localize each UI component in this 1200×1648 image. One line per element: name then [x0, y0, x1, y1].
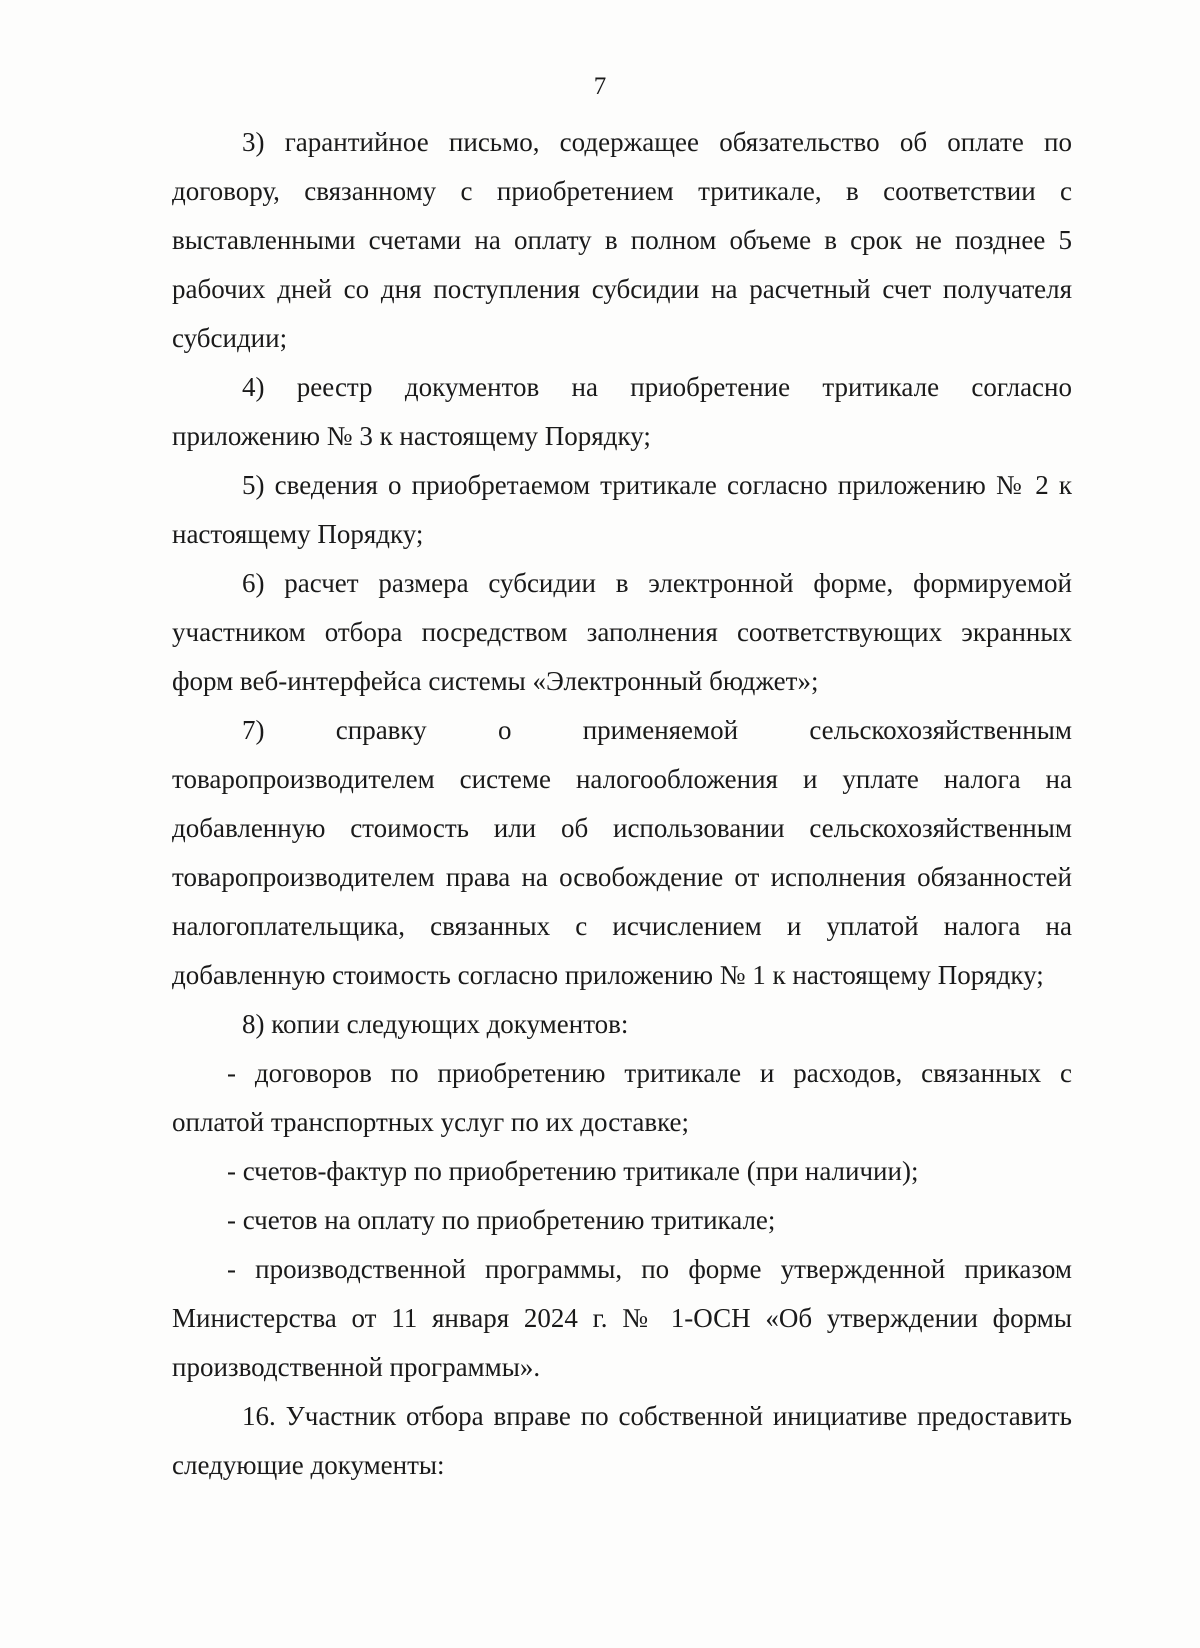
- page-number: 7: [593, 73, 607, 100]
- clause-16-optional-documents: 16. Участник отбора вправе по собственной инициативе предоставить следующие документы:: [172, 1401, 1072, 1480]
- item-7-tax-certificate: 7) справку о применяемой сельскохозяйственным товаропроизводителем системе налогообложения и уплате налога на добавленную стоимость или об использовании сельскохозяйственным товаропроизводителем права на освобождение от исполнения обязанностей налогоплательщика, связанных с исчислением и уплатой налога на добавленную стоимость согласно приложению № 1 к настоящему Порядку;: [172, 715, 1072, 990]
- list-item-payment-bills: - счетов на оплату по приобретению тритикале;: [227, 1205, 776, 1235]
- item-5-triticale-info: 5) сведения о приобретаемом тритикале согласно приложению № 2 к настоящему Порядку;: [172, 470, 1072, 549]
- item-8-document-copies: 8) копии следующих документов:: [242, 1009, 629, 1039]
- list-item-contracts: - договоров по приобретению тритикале и расходов, связанных с оплатой транспортных услуг по их доставке;: [172, 1058, 1072, 1137]
- item-6-subsidy-calculation: 6) расчет размера субсидии в электронной форме, формируемой участником отбора посредством заполнения соответствующих экранных форм веб-интерфейса системы «Электронный бюджет»;: [172, 568, 1072, 696]
- list-item-production-program: - производственной программы, по форме утвержденной приказом Министерства от 11 января 2024 г. № 1-ОСН «Об утверждении формы производственной программы».: [172, 1254, 1072, 1382]
- list-item-invoices: - счетов-фактур по приобретению тритикале (при наличии);: [227, 1156, 919, 1186]
- item-3-guarantee-letter: 3) гарантийное письмо, содержащее обязательство об оплате по договору, связанному с приобретением тритикале, в соответствии с выставленными счетами на оплату в полном объеме в срок не позднее 5 рабочих дней со дня поступления субсидии на расчетный счет получателя субсидии;: [172, 127, 1072, 353]
- item-4-document-registry: 4) реестр документов на приобретение тритикале согласно приложению № 3 к настоящему Порядку;: [172, 372, 1072, 451]
- document-body: [172, 118, 1072, 1490]
